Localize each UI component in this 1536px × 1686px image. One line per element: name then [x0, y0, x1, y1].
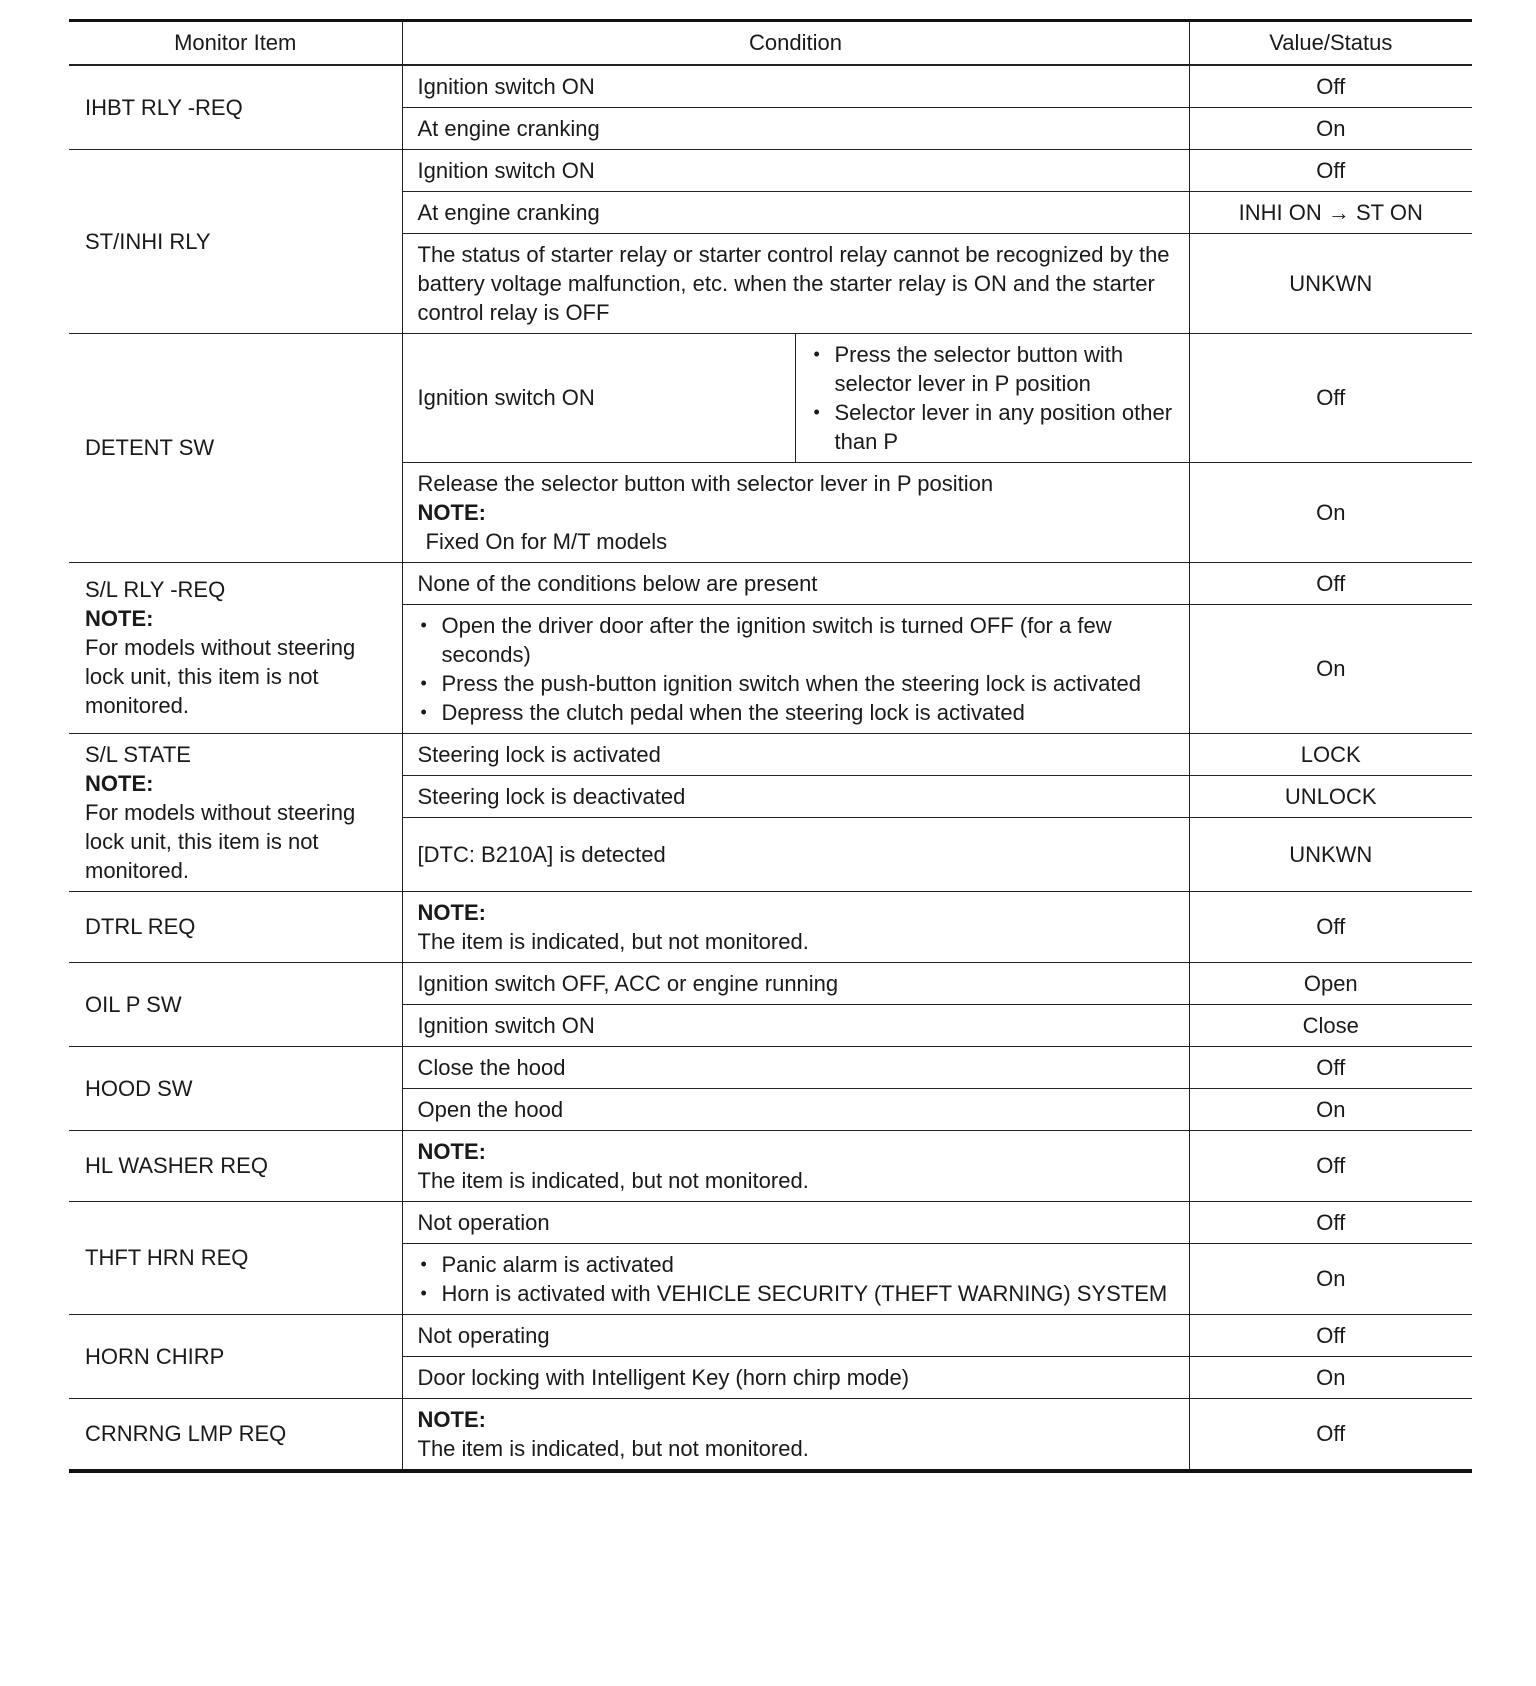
table-row	[69, 1201, 1472, 1243]
monitor-item-cell: HORN CHIRP	[69, 1314, 402, 1398]
condition-cell: At engine cranking	[402, 107, 1189, 149]
list-item: • Selector lever in any position other than P	[811, 398, 1175, 456]
monitor-item-cell: THFT HRN REQ	[69, 1201, 402, 1314]
sub-condition-cell	[795, 333, 1189, 462]
header-condition: Condition	[402, 21, 1189, 65]
condition-cell: Open the hood	[402, 1088, 1189, 1130]
condition-cell: Ignition switch ON	[402, 1004, 1189, 1046]
bullet-list	[811, 340, 1175, 456]
value-cell: Off	[1189, 562, 1472, 604]
note-text: For models without steering lock unit, this item is not monitored.	[85, 799, 356, 883]
monitor-item-cell: DETENT SW	[69, 333, 402, 562]
condition-cell: Ignition switch ON	[402, 149, 1189, 191]
note-text: For models without steering lock unit, this item is not monitored.	[85, 635, 356, 718]
condition-cell: Door locking with Intelligent Key (horn chirp mode)	[402, 1356, 1189, 1398]
condition-cell	[402, 1398, 1189, 1471]
monitor-item-cell: CRNRNG LMP REQ	[69, 1398, 402, 1471]
condition-cell: Close the hood	[402, 1046, 1189, 1088]
condition-cell	[402, 462, 1189, 562]
table-row	[69, 962, 1472, 1004]
condition-cell: Steering lock is activated	[402, 733, 1189, 775]
value-cell: On	[1189, 462, 1472, 562]
list-item: • Panic alarm is activated	[418, 1250, 1175, 1279]
condition-cell	[402, 1243, 1189, 1314]
value-cell: Off	[1189, 1046, 1472, 1088]
condition-cell: At engine cranking	[402, 191, 1189, 233]
condition-cell: Ignition switch OFF, ACC or engine running	[402, 962, 1189, 1004]
value-cell: UNLOCK	[1189, 775, 1472, 817]
note-text: The item is indicated, but not monitored.	[417, 928, 809, 954]
value-cell: Off	[1189, 149, 1472, 191]
value-cell: INHI ON → ST ON	[1189, 191, 1472, 233]
condition-cell: None of the conditions below are present	[402, 562, 1189, 604]
value-cell: UNKWN	[1189, 233, 1472, 333]
value-cell: Close	[1189, 1004, 1472, 1046]
monitor-item-cell: OIL P SW	[69, 962, 402, 1046]
condition-cell: Ignition switch ON	[402, 65, 1189, 108]
condition-cell: Not operating	[402, 1314, 1189, 1356]
value-cell: Off	[1189, 1130, 1472, 1201]
monitor-item-cell	[69, 562, 402, 733]
note-label: NOTE:	[417, 1138, 486, 1164]
monitor-item-cell: HL WASHER REQ	[69, 1130, 402, 1201]
note-label: NOTE:	[417, 1406, 486, 1432]
table-row	[69, 1130, 1472, 1201]
value-cell: On	[1189, 1243, 1472, 1314]
list-item: • Depress the clutch pedal when the steering lock is activated	[418, 698, 1175, 727]
monitor-table-container	[69, 19, 1472, 1473]
note-text: The item is indicated, but not monitored.	[417, 1435, 809, 1461]
table-row	[69, 333, 1472, 462]
table-row	[69, 1398, 1472, 1471]
value-cell: Off	[1189, 333, 1472, 462]
monitor-item-table	[69, 19, 1472, 1473]
monitor-item-cell	[69, 733, 402, 891]
condition-cell: Ignition switch ON	[402, 333, 795, 462]
condition-cell	[402, 1130, 1189, 1201]
monitor-item-cell: IHBT RLY -REQ	[69, 65, 402, 150]
monitor-item-cell: DTRL REQ	[69, 891, 402, 962]
list-item: • Open the driver door after the ignition switch is turned OFF (for a few seconds)	[418, 611, 1175, 669]
list-item: • Press the selector button with selector lever in P position	[811, 340, 1175, 398]
table-row	[69, 1046, 1472, 1088]
value-cell: UNKWN	[1189, 817, 1472, 891]
note-label: NOTE:	[417, 899, 486, 925]
monitor-item-cell: ST/INHI RLY	[69, 149, 402, 333]
condition-text: Release the selector button with selector lever in P position	[417, 470, 994, 496]
condition-cell: The status of starter relay or starter control relay cannot be recognized by the battery voltage malfunction, etc. when the starter relay is ON and the starter control relay is OFF	[402, 233, 1189, 333]
value-cell: Off	[1189, 1314, 1472, 1356]
header-monitor-item: Monitor Item	[69, 21, 402, 65]
table-header-row	[69, 21, 1472, 65]
table-row	[69, 733, 1472, 775]
condition-cell	[402, 604, 1189, 733]
note-text: Fixed On for M/T models	[425, 528, 668, 554]
condition-cell: [DTC: B210A] is detected	[402, 817, 1189, 891]
monitor-item-cell: HOOD SW	[69, 1046, 402, 1130]
value-cell: On	[1189, 1088, 1472, 1130]
note-label: NOTE:	[85, 770, 154, 796]
value-cell: Open	[1189, 962, 1472, 1004]
note-label: NOTE:	[417, 499, 486, 525]
monitor-item-name: S/L STATE	[85, 741, 191, 767]
header-value-status: Value/Status	[1189, 21, 1472, 65]
list-item: • Horn is activated with VEHICLE SECURITY (THEFT WARNING) SYSTEM	[418, 1279, 1175, 1308]
table-row	[69, 891, 1472, 962]
note-text: The item is indicated, but not monitored.	[417, 1167, 809, 1193]
list-item: • Press the push-button ignition switch when the steering lock is activated	[418, 669, 1175, 698]
table-row	[69, 149, 1472, 191]
value-cell: On	[1189, 1356, 1472, 1398]
value-cell: LOCK	[1189, 733, 1472, 775]
table-row	[69, 562, 1472, 604]
value-cell: Off	[1189, 1398, 1472, 1471]
note-label: NOTE:	[85, 606, 154, 631]
condition-cell	[402, 891, 1189, 962]
condition-cell: Steering lock is deactivated	[402, 775, 1189, 817]
bullet-list	[418, 1250, 1175, 1308]
value-cell: Off	[1189, 1201, 1472, 1243]
monitor-item-name: S/L RLY -REQ	[85, 577, 226, 602]
value-cell: On	[1189, 604, 1472, 733]
table-row	[69, 65, 1472, 108]
value-cell: On	[1189, 107, 1472, 149]
value-cell: Off	[1189, 65, 1472, 108]
table-row	[69, 1314, 1472, 1356]
value-cell: Off	[1189, 891, 1472, 962]
condition-cell: Not operation	[402, 1201, 1189, 1243]
bullet-list	[418, 611, 1175, 727]
